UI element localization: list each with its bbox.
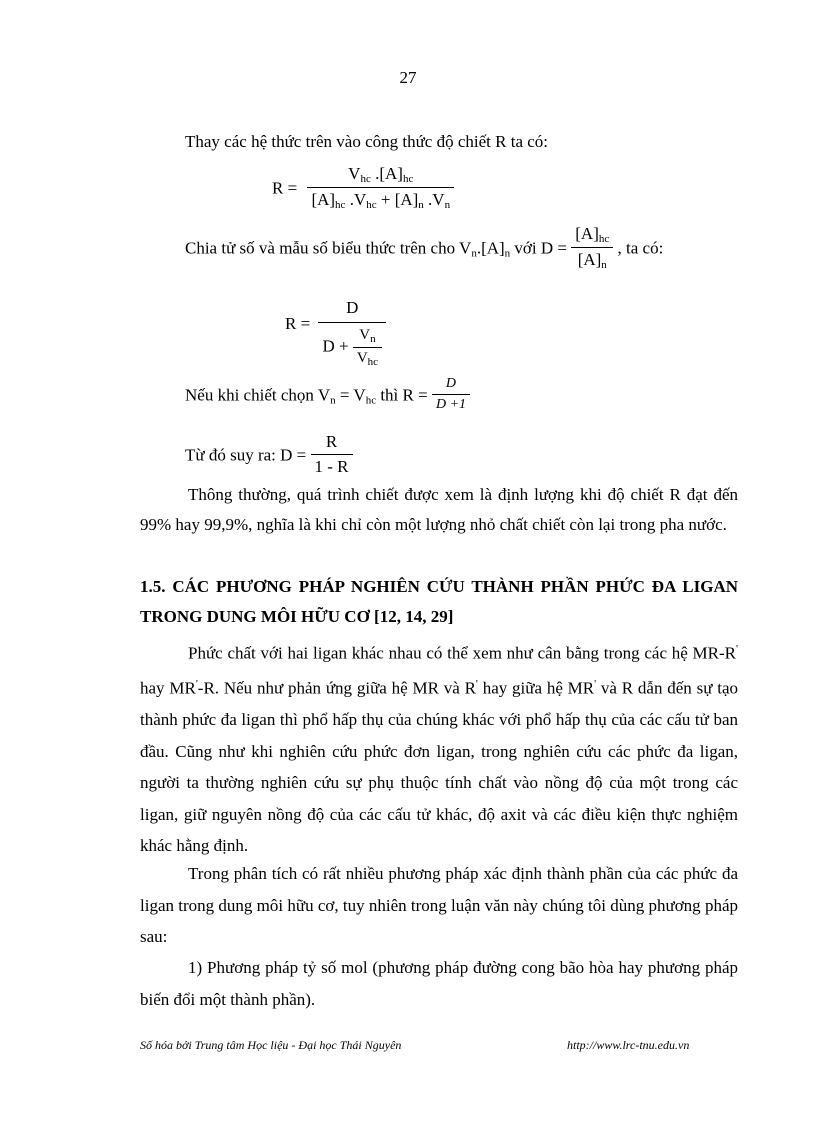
formula2-numerator: D xyxy=(318,298,386,323)
d-denominator: $[A]_n$ xyxy=(577,250,607,271)
page-number: 27 xyxy=(399,68,417,87)
divide-line: Chia tử số và mẫu số biểu thức trên cho $V_n.[A]_n$ với D = $\frac{[A]_{hc}}{[A]_n}$ , ta có: xyxy=(185,224,664,271)
divide-text-after: , ta có: xyxy=(617,238,664,258)
formula1-numerator: $V_{hc}$ $.[A]_{hc}$ xyxy=(307,164,454,188)
formula2-inner-fraction xyxy=(353,327,382,368)
derive-fraction xyxy=(311,432,353,477)
choose-line: Nếu khi chiết chọn $V_n = V_{hc}$ thì R = $\frac{D}{D +1}$ xyxy=(185,378,470,415)
choose-num: D xyxy=(432,376,470,395)
paragraph-normal: Thông thường, quá trình chiết được xem là định lượng khi độ chiết R đạt đến 99% hay 99,9%, nghĩa là khi chỉ còn một lượng nhỏ chất chiết còn lại trong pha nước. xyxy=(140,485,738,534)
intro-line: Thay các hệ thức trên vào công thức độ chiết R ta có: xyxy=(185,132,549,151)
formula-r-simplified xyxy=(285,290,386,368)
formula2-lhs: R = xyxy=(285,313,311,333)
choose-den: D +1 xyxy=(435,397,467,412)
formula1-fraction xyxy=(307,164,454,211)
d-fraction xyxy=(571,224,613,271)
formula1-lhs: R = xyxy=(272,178,298,198)
formula-r-full xyxy=(272,166,454,213)
choose-then: thì R = xyxy=(380,385,428,405)
derive-den: 1 - R xyxy=(314,457,349,476)
formula2-den-prefix: D + xyxy=(322,336,349,356)
divide-with-d: với D = xyxy=(514,238,567,258)
formula2-inner-den: $V_{hc}$ xyxy=(356,350,379,368)
formula1-denominator: $[A]_{hc}$ $.V_{hc} + [A]_n$ $.V_n$ xyxy=(311,190,451,211)
paragraph-1: Phức chất với hai ligan khác nhau có thể xem như cân bằng trong các hệ MR-R' hay MR'-R. Nếu như phản ứng giữa hệ MR và R' hay giữa hệ MR' và R dẫn đến sự tạo thành phức đa ligan thì phổ hấp thụ của chúng khác với phổ hấp thụ của các cấu tử ban đầu. Cũng như khi nghiên cứu phức đơn ligan, trong nghiên cứu các phức đa ligan, người ta thường nghiên cứu sự phụ thuộc tính chất vào nồng độ của một trong các ligan, giữ nguyên nồng độ của các cấu tử khác, độ axit và các điều kiện thực nghiệm khác hằng định. xyxy=(140,643,739,856)
formula2-fraction xyxy=(318,298,386,368)
derive-text: Từ đó suy ra: D = xyxy=(185,445,307,465)
formula2-denominator xyxy=(318,323,386,368)
section-heading: 1.5. CÁC PHƯƠNG PHÁP NGHIÊN CỨU THÀNH PHẦN PHỨC ĐA LIGAN TRONG DUNG MÔI HỮU CƠ [12, 14, 29] xyxy=(140,577,738,626)
paragraph-2: Trong phân tích có rất nhiều phương pháp xác định thành phần của các phức đa ligan trong dung môi hữu cơ, tuy nhiên trong luận văn này chúng tôi dùng phương pháp sau: xyxy=(140,864,738,946)
derive-num: R xyxy=(311,432,353,455)
formula2-inner-num: $V_n$ xyxy=(353,327,382,348)
divide-text: Chia tử số và mẫu số biểu thức trên cho xyxy=(185,238,456,258)
paragraph-3: 1) Phương pháp tỷ số mol (phương pháp đường cong bão hòa hay phương pháp biến đổi một thành phần). xyxy=(140,958,738,1009)
footer-source: Số hóa bởi Trung tâm Học liệu - Đại học Thái Nguyên xyxy=(140,1038,402,1052)
footer-url: http://www.lrc-tnu.edu.vn xyxy=(567,1038,690,1052)
choose-fraction xyxy=(432,376,470,413)
choose-text: Nếu khi chiết chọn xyxy=(185,385,314,405)
d-numerator: $[A]_{hc}$ xyxy=(571,224,613,248)
derive-line xyxy=(185,434,353,479)
